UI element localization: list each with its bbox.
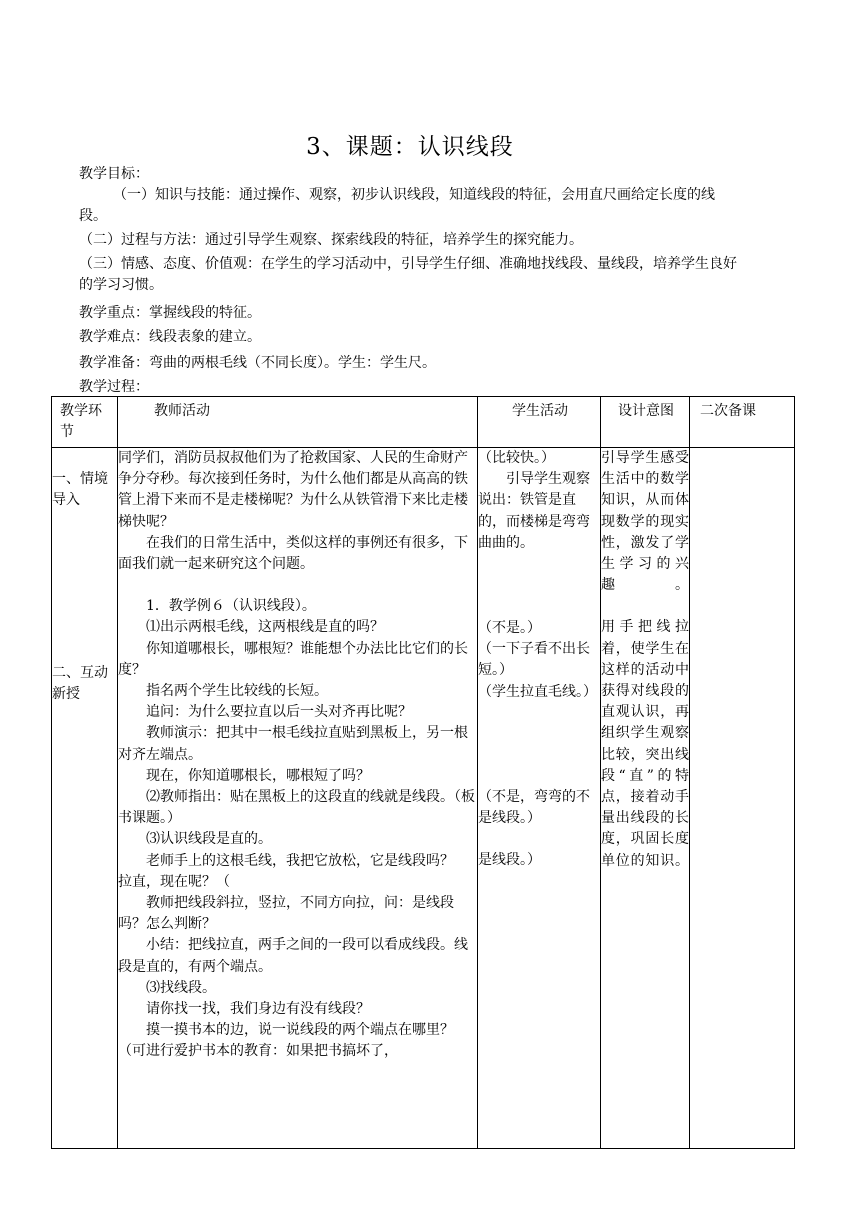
objectives-label: 教学目标： [79, 166, 149, 182]
student-note: 是线段。） [478, 852, 541, 869]
teacher-paragraph: ⑶找线段。 [146, 979, 216, 996]
teacher-paragraph: 同学们，消防员叔叔他们为了抢救国家、人民的生命财产争分夺秒。每次接到任务时，为什么他们都是从高高的铁管上滑下来而不是走楼梯呢？为什么从铁管滑下来比走楼梯快呢？ [118, 450, 468, 530]
teacher-paragraph: 小结：把线拉直，两手之间的一段可以看成线段。线段是直的，有两个端点。 [118, 937, 468, 975]
teacher-paragraph: 摸一摸书本的边，说一说线段的两个端点在哪里？（可进行爱护书本的教育：如果把书搞坏了， [118, 1022, 454, 1060]
student-note: （比较快。） [478, 450, 555, 466]
table-header-row [52, 397, 795, 448]
preparation: 教学准备：弯曲的两根毛线（不同长度）。学生：学生尺。 [79, 355, 436, 371]
header-second: 二次备课 [690, 397, 795, 448]
header-design: 设计意图 [601, 397, 690, 448]
teacher-paragraph: 教师把线段斜拉，竖拉，不同方向拉，问：是线段吗？怎么判断？ [118, 895, 454, 933]
teacher-paragraph: ⑴出示两根毛线，这两根线是直的吗？ [146, 619, 384, 636]
objective-process: （二）过程与方法：通过引导学生观察、探索线段的特征，培养学生的探究能力。 [79, 232, 583, 248]
page-title: 3、课题：认识线段 [306, 134, 514, 160]
stage-cell [52, 448, 118, 1149]
teacher-paragraph: 指名两个学生比较线的长短。 [146, 683, 328, 700]
teacher-paragraph: 追问：为什么要拉直以后一头对齐再比呢？ [146, 704, 412, 721]
teacher-paragraph: 老师手上的这根毛线，我把它放松，它是线段吗？ 拉直，现在呢？（ [118, 852, 482, 890]
teacher-paragraph: ⑵教师指出：贴在黑板上的这段直的线就是线段。（板书课题。） [118, 789, 475, 827]
student-note: （不是。） [478, 620, 541, 637]
student-activity-cell [478, 448, 601, 1149]
student-note: （学生拉直毛线。） [478, 683, 597, 700]
key-point: 教学重点：掌握线段的特征。 [79, 305, 261, 321]
student-note: （一下子看不出长短。） [478, 641, 590, 679]
design-intent-cell [601, 448, 690, 1149]
difficulty: 教学难点：线段表象的建立。 [79, 329, 261, 345]
design-note: 用手把线拉着，使学生在这样的活动中获得对线段的直观认识，再组织学生观察比较，突出线段“直”的特点，接着动手量出线段的长度，巩固长度单位的知识。 [601, 619, 689, 869]
teacher-paragraph: 在我们的日常生活中，类似这样的事例还有很多，下面我们就一起来研究这个问题。 [118, 534, 468, 573]
teacher-paragraph: 请你找一找，我们身边有没有线段？ [146, 1001, 370, 1018]
second-prep-cell [690, 448, 795, 1149]
header-stage: 教学环节 [52, 397, 118, 448]
teacher-paragraph: ⑶认识线段是直的。 [146, 831, 272, 848]
teacher-activity-cell [118, 448, 482, 1149]
process-label: 教学过程： [79, 379, 149, 395]
stage-intro: 一、情境导入 [52, 471, 108, 508]
stage-interactive: 二、互动新授 [52, 665, 108, 702]
teacher-paragraph: 1．教学例６（认识线段）。 [146, 598, 316, 615]
student-note: （不是，弯弯的不是线段。） [478, 788, 590, 827]
objective-knowledge: （一）知识与技能：通过操作、观察，初步认识线段，知道线段的特征，会用直尺画给定长度的线段。 [79, 187, 715, 224]
teacher-paragraph: 你知道哪根长，哪根短？谁能想个办法比比它们的长度？ [118, 640, 468, 678]
header-teacher: 教师活动 [118, 397, 478, 448]
teacher-paragraph: 教师演示：把其中一根毛线拉直贴到黑板上，另一根对齐左端点。 [118, 725, 468, 763]
student-note: 引导学生观察说出：铁管是直的，而楼梯是弯弯曲曲的。 [478, 471, 590, 551]
table-row [52, 448, 795, 1149]
objective-emotion: （三）情感、态度、价值观：在学生的学习活动中，引导学生仔细、准确地找线段、量线段，培养学生良好的学习习惯。 [79, 256, 737, 293]
design-note: 引导学生感受生活中的数学知识，从而体现数学的现实性，激发了学生学习的兴趣。 [601, 450, 689, 594]
header-student: 学生活动 [478, 397, 601, 448]
teacher-paragraph: 现在，你知道哪根长，哪根短了吗？ [146, 767, 370, 784]
lesson-table [51, 396, 795, 1149]
